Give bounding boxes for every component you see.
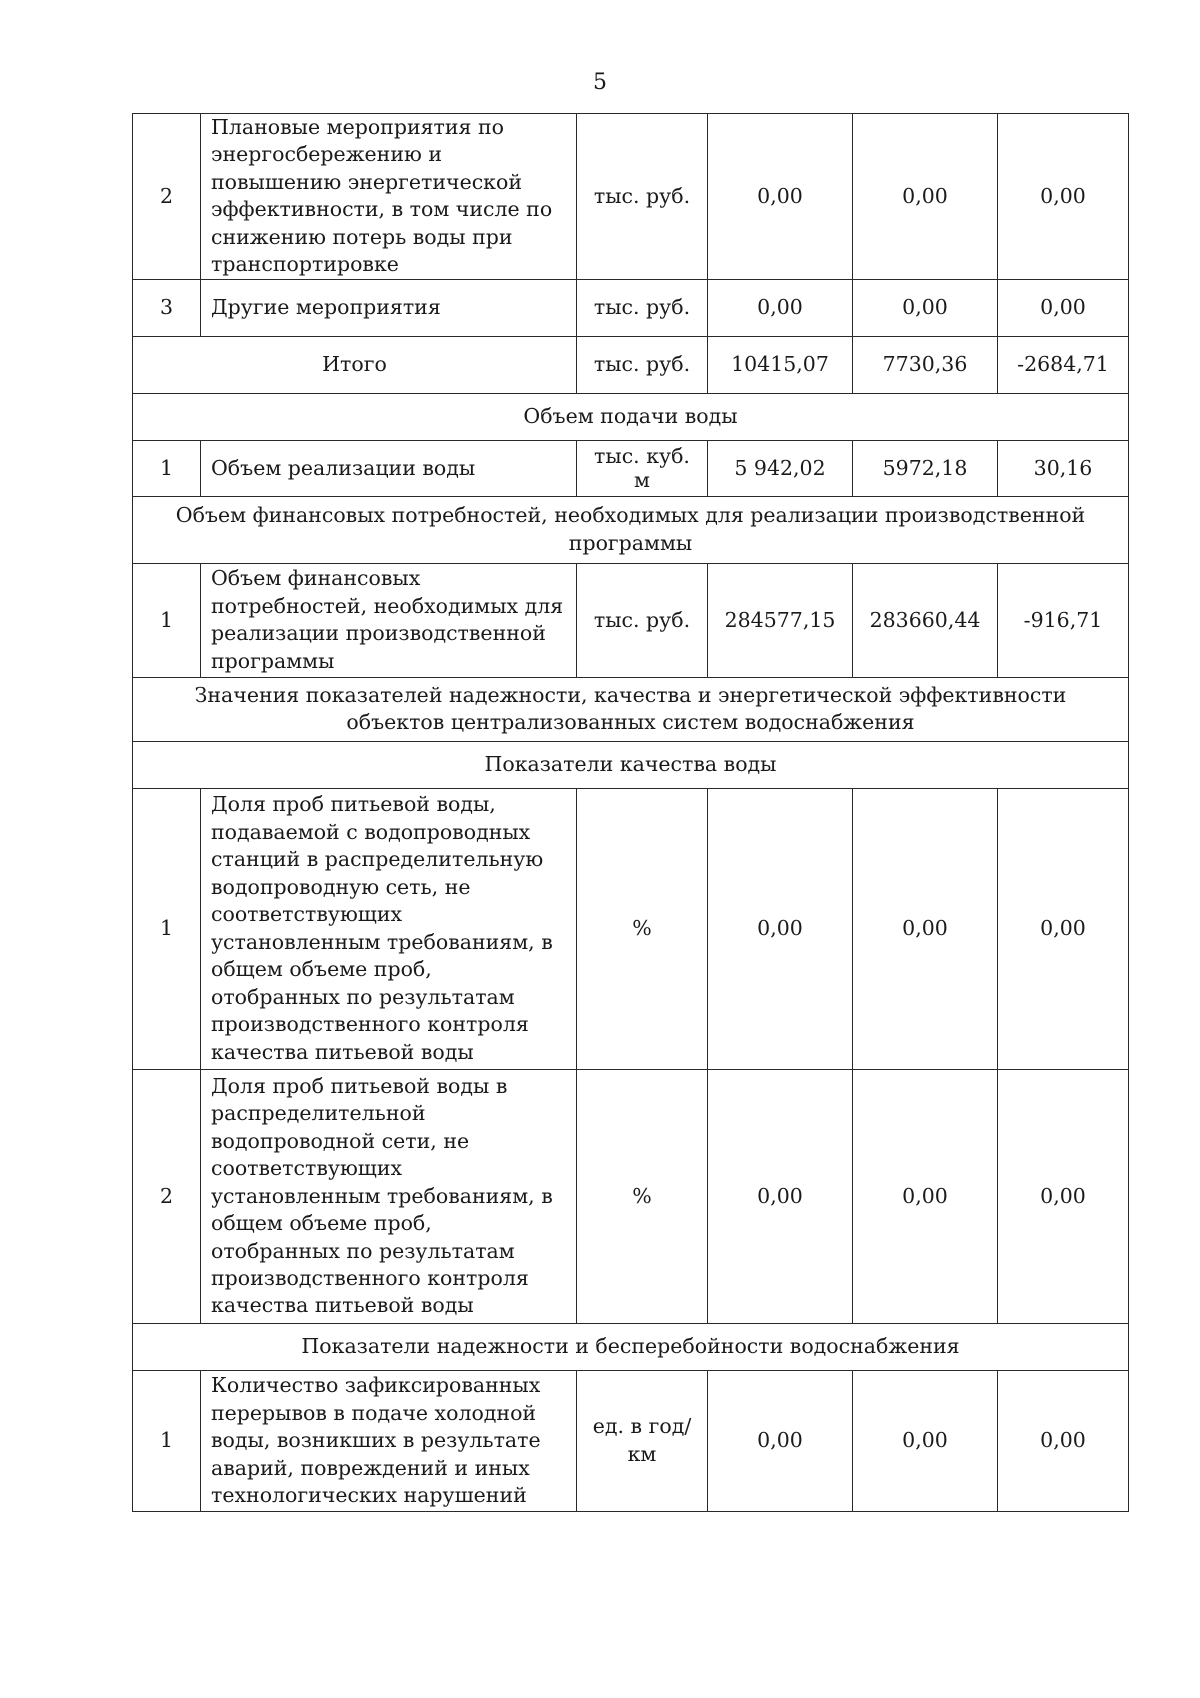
row-value-3: 0,00 xyxy=(998,1069,1129,1323)
row-value-2: 0,00 xyxy=(853,788,998,1069)
row-number: 1 xyxy=(133,1370,201,1511)
row-unit: % xyxy=(577,1069,708,1323)
table-row xyxy=(133,1069,1129,1323)
row-unit: тыс. куб. м xyxy=(577,440,708,496)
row-number: 1 xyxy=(133,563,201,677)
row-value-3: 30,16 xyxy=(998,440,1129,496)
table-row xyxy=(133,1370,1129,1511)
row-value-3: 0,00 xyxy=(998,1370,1129,1511)
row-value-3: 0,00 xyxy=(998,279,1129,336)
row-unit: тыс. руб. xyxy=(577,114,708,280)
row-name: Доля проб питьевой воды в распределительной водопроводной сети, не соответствующих установленным требованиям, в общем объеме проб, отобранных по результатам производственного контроля качества питьевой воды xyxy=(201,1069,577,1323)
row-name: Объем реализации воды xyxy=(201,440,577,496)
row-unit: ед. в год/ км xyxy=(577,1370,708,1511)
row-name: Количество зафиксированных перерывов в подаче холодной воды, возникших в результате аварий, повреждений и иных технологических нарушений xyxy=(201,1370,577,1511)
total-row xyxy=(133,336,1129,393)
row-value-1: 0,00 xyxy=(708,114,853,280)
section-header xyxy=(133,393,1129,440)
section-title-supply: Объем подачи воды xyxy=(133,393,1129,440)
row-value-2: 0,00 xyxy=(853,1069,998,1323)
row-unit: тыс. руб. xyxy=(577,336,708,393)
row-number: 2 xyxy=(133,114,201,280)
row-value-1: 0,00 xyxy=(708,788,853,1069)
row-number: 1 xyxy=(133,440,201,496)
indicators-table xyxy=(132,113,1129,1512)
row-number: 1 xyxy=(133,788,201,1069)
row-value-2: 7730,36 xyxy=(853,336,998,393)
row-name: Доля проб питьевой воды, подаваемой с водопроводных станций в распределительную водопроводную сеть, не соответствующих установленным требованиям, в общем объеме проб, отобранных по результатам производственного контроля качества питьевой воды xyxy=(201,788,577,1069)
row-name: Другие мероприятия xyxy=(201,279,577,336)
row-value-1: 0,00 xyxy=(708,279,853,336)
table-row xyxy=(133,440,1129,496)
page-number: 5 xyxy=(593,70,607,95)
section-header xyxy=(133,741,1129,788)
row-value-2: 0,00 xyxy=(853,279,998,336)
section-header xyxy=(133,677,1129,741)
row-unit: тыс. руб. xyxy=(577,563,708,677)
row-value-1: 10415,07 xyxy=(708,336,853,393)
table-row xyxy=(133,279,1129,336)
row-unit: тыс. руб. xyxy=(577,279,708,336)
row-name: Объем финансовых потребностей, необходимых для реализации производственной программы xyxy=(201,563,577,677)
row-value-1: 5 942,02 xyxy=(708,440,853,496)
row-value-3: -2684,71 xyxy=(998,336,1129,393)
row-value-3: 0,00 xyxy=(998,788,1129,1069)
row-value-2: 283660,44 xyxy=(853,563,998,677)
row-value-1: 0,00 xyxy=(708,1069,853,1323)
row-value-2: 0,00 xyxy=(853,1370,998,1511)
table-row xyxy=(133,563,1129,677)
section-title-quality: Показатели качества воды xyxy=(133,741,1129,788)
row-value-1: 0,00 xyxy=(708,1370,853,1511)
section-title-reliability: Показатели надежности и бесперебойности водоснабжения xyxy=(133,1323,1129,1370)
row-number: 2 xyxy=(133,1069,201,1323)
section-title-finance: Объем финансовых потребностей, необходимых для реализации производственной программы xyxy=(133,496,1129,563)
table-row xyxy=(133,114,1129,280)
row-value-2: 0,00 xyxy=(853,114,998,280)
row-name: Плановые мероприятия по энергосбережению и повышению энергетической эффективности, в том числе по снижению потерь воды при транспортировке xyxy=(201,114,577,280)
row-unit: % xyxy=(577,788,708,1069)
total-label: Итого xyxy=(133,336,577,393)
table-row xyxy=(133,788,1129,1069)
row-number: 3 xyxy=(133,279,201,336)
row-value-1: 284577,15 xyxy=(708,563,853,677)
row-value-3: -916,71 xyxy=(998,563,1129,677)
section-header xyxy=(133,1323,1129,1370)
section-header xyxy=(133,496,1129,563)
section-title-indicators: Значения показателей надежности, качества и энергетической эффективности объектов централизованных систем водоснабжения xyxy=(133,677,1129,741)
row-value-3: 0,00 xyxy=(998,114,1129,280)
row-value-2: 5972,18 xyxy=(853,440,998,496)
